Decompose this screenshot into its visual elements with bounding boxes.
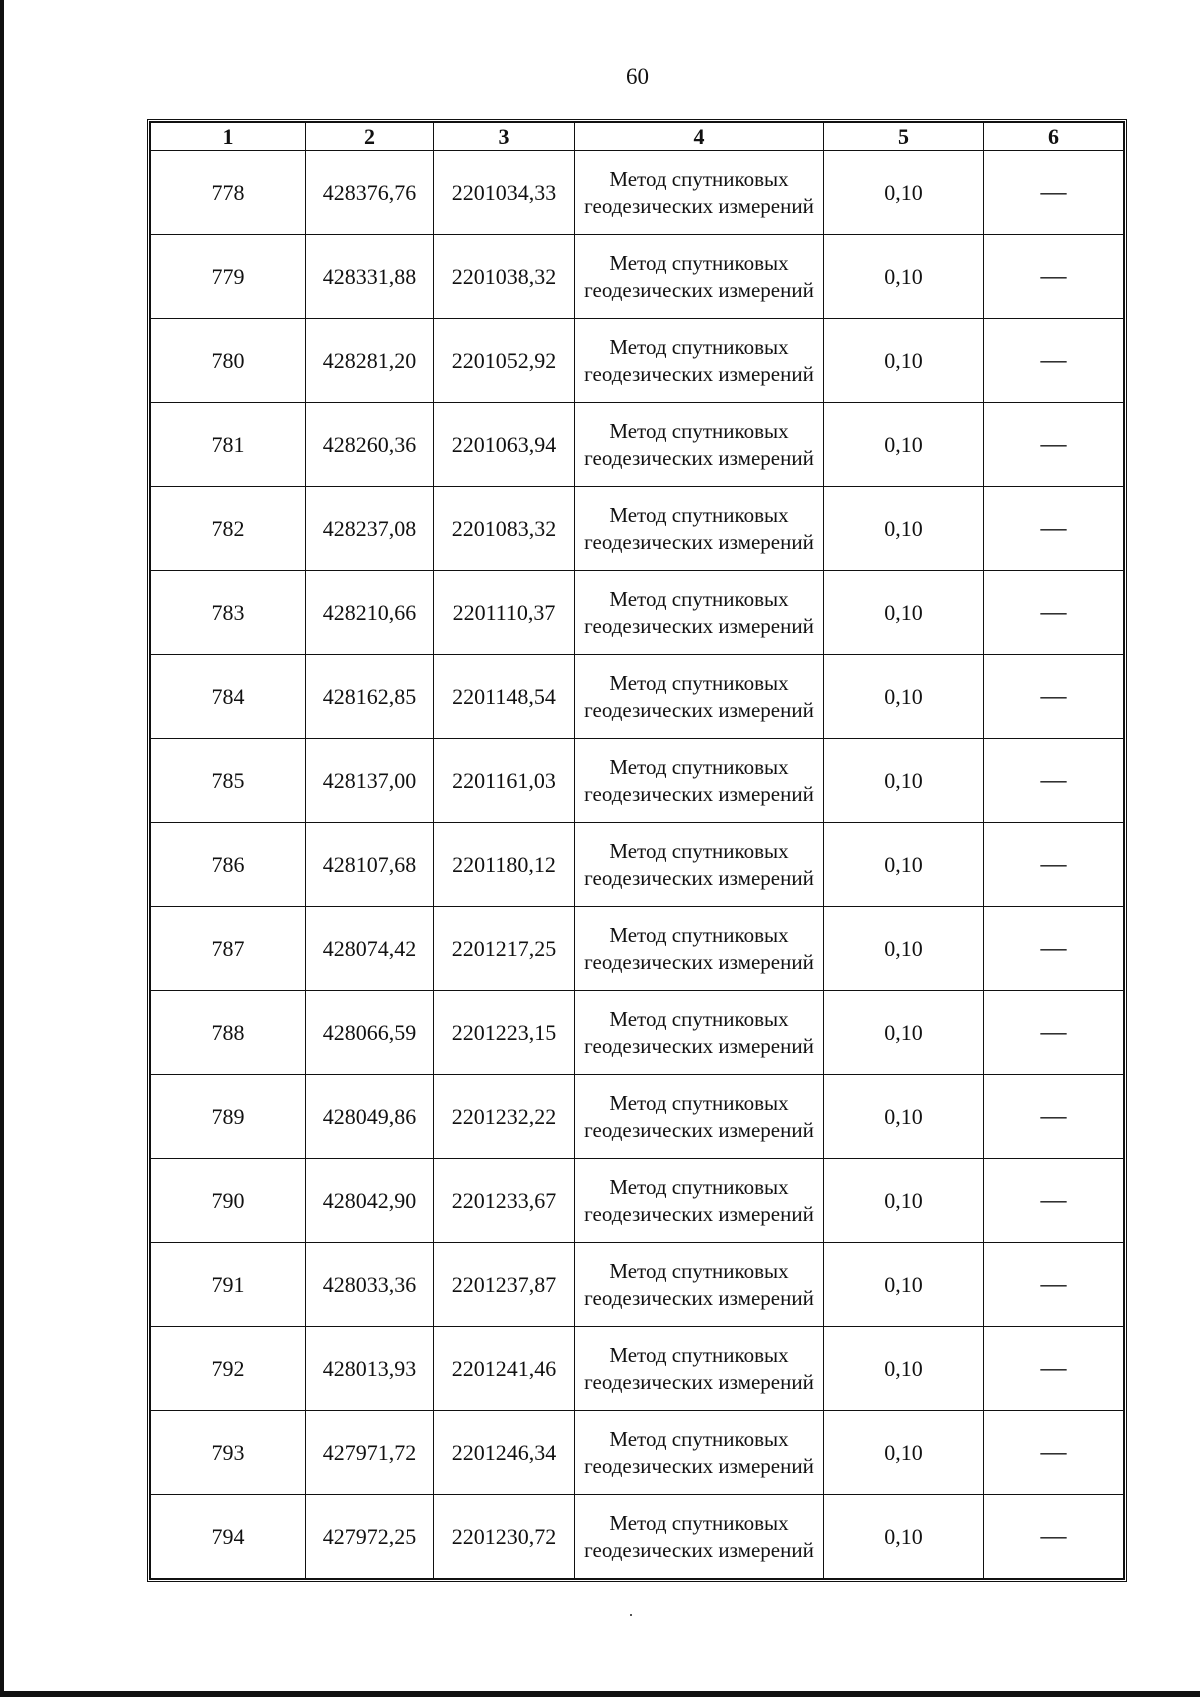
note-cell [984, 1075, 1124, 1159]
point-number-cell: 792 [151, 1327, 306, 1411]
coordinate-y-cell: 2201161,03 [434, 739, 575, 823]
scan-border-left [0, 0, 4, 1697]
note-cell [984, 403, 1124, 487]
note-cell [984, 823, 1124, 907]
coordinate-y-cell: 2201233,67 [434, 1159, 575, 1243]
accuracy-cell: 0,10 [824, 823, 984, 907]
coordinate-x-cell: 427972,25 [306, 1495, 434, 1579]
dash-mark: — [1040, 1521, 1067, 1550]
table-row [151, 1159, 1124, 1243]
note-cell [984, 1327, 1124, 1411]
point-number-cell: 782 [151, 487, 306, 571]
scan-speck [630, 1614, 632, 1616]
dash-mark: — [1040, 1185, 1067, 1214]
point-number-cell: 786 [151, 823, 306, 907]
table-row [151, 571, 1124, 655]
coordinate-y-cell: 2201237,87 [434, 1243, 575, 1327]
note-cell [984, 1411, 1124, 1495]
accuracy-cell: 0,10 [824, 1075, 984, 1159]
dash-mark: — [1040, 681, 1067, 710]
method-cell: Метод спутниковых геодезических измерений [575, 1243, 824, 1327]
method-cell: Метод спутниковых геодезических измерений [575, 487, 824, 571]
column-header-3: 3 [434, 123, 575, 151]
page-number: 60 [626, 64, 649, 89]
method-cell: Метод спутниковых геодезических измерений [575, 1075, 824, 1159]
method-cell: Метод спутниковых геодезических измерений [575, 571, 824, 655]
coordinate-x-cell: 428237,08 [306, 487, 434, 571]
coordinate-x-cell: 428260,36 [306, 403, 434, 487]
note-cell [984, 991, 1124, 1075]
column-header-5: 5 [824, 123, 984, 151]
table-row [151, 1075, 1124, 1159]
coordinate-y-cell: 2201180,12 [434, 823, 575, 907]
accuracy-cell: 0,10 [824, 571, 984, 655]
point-number-cell: 785 [151, 739, 306, 823]
column-header-4: 4 [575, 123, 824, 151]
method-cell: Метод спутниковых геодезических измерений [575, 1495, 824, 1579]
method-cell: Метод спутниковых геодезических измерений [575, 319, 824, 403]
note-cell [984, 655, 1124, 739]
method-cell: Метод спутниковых геодезических измерений [575, 1159, 824, 1243]
coordinate-y-cell: 2201241,46 [434, 1327, 575, 1411]
accuracy-cell: 0,10 [824, 991, 984, 1075]
accuracy-cell: 0,10 [824, 403, 984, 487]
method-cell: Метод спутниковых геодезических измерений [575, 907, 824, 991]
table-row [151, 319, 1124, 403]
coordinate-x-cell: 428013,93 [306, 1327, 434, 1411]
coordinate-y-cell: 2201038,32 [434, 235, 575, 319]
accuracy-cell: 0,10 [824, 1327, 984, 1411]
coordinate-y-cell: 2201148,54 [434, 655, 575, 739]
point-number-cell: 789 [151, 1075, 306, 1159]
note-cell [984, 487, 1124, 571]
table-body [151, 151, 1124, 1579]
accuracy-cell: 0,10 [824, 907, 984, 991]
coordinate-y-cell: 2201052,92 [434, 319, 575, 403]
coordinate-x-cell: 428376,76 [306, 151, 434, 235]
table-row [151, 1411, 1124, 1495]
coordinate-y-cell: 2201223,15 [434, 991, 575, 1075]
note-cell [984, 739, 1124, 823]
accuracy-cell: 0,10 [824, 319, 984, 403]
coordinate-x-cell: 427971,72 [306, 1411, 434, 1495]
coordinate-x-cell: 428066,59 [306, 991, 434, 1075]
coordinate-y-cell: 2201110,37 [434, 571, 575, 655]
scan-border-bottom [0, 1691, 1200, 1697]
table-row [151, 1243, 1124, 1327]
coordinate-x-cell: 428137,00 [306, 739, 434, 823]
dash-mark: — [1040, 177, 1067, 206]
table-row [151, 823, 1124, 907]
accuracy-cell: 0,10 [824, 739, 984, 823]
table-row [151, 907, 1124, 991]
dash-mark: — [1040, 765, 1067, 794]
coordinate-x-cell: 428210,66 [306, 571, 434, 655]
coordinates-table [150, 122, 1124, 1579]
dash-mark: — [1040, 261, 1067, 290]
note-cell [984, 907, 1124, 991]
point-number-cell: 794 [151, 1495, 306, 1579]
table-row [151, 1327, 1124, 1411]
method-cell: Метод спутниковых геодезических измерений [575, 1411, 824, 1495]
method-cell: Метод спутниковых геодезических измерений [575, 823, 824, 907]
coordinate-y-cell: 2201063,94 [434, 403, 575, 487]
dash-mark: — [1040, 1437, 1067, 1466]
dash-mark: — [1040, 1101, 1067, 1130]
note-cell [984, 1243, 1124, 1327]
coordinate-x-cell: 428281,20 [306, 319, 434, 403]
point-number-cell: 787 [151, 907, 306, 991]
coordinate-y-cell: 2201246,34 [434, 1411, 575, 1495]
coordinate-y-cell: 2201230,72 [434, 1495, 575, 1579]
dash-mark: — [1040, 849, 1067, 878]
dash-mark: — [1040, 933, 1067, 962]
note-cell [984, 571, 1124, 655]
accuracy-cell: 0,10 [824, 151, 984, 235]
coordinate-x-cell: 428331,88 [306, 235, 434, 319]
note-cell [984, 151, 1124, 235]
coordinate-x-cell: 428074,42 [306, 907, 434, 991]
table-row [151, 151, 1124, 235]
coordinate-y-cell: 2201083,32 [434, 487, 575, 571]
method-cell: Метод спутниковых геодезических измерений [575, 403, 824, 487]
dash-mark: — [1040, 345, 1067, 374]
dash-mark: — [1040, 513, 1067, 542]
point-number-cell: 788 [151, 991, 306, 1075]
point-number-cell: 783 [151, 571, 306, 655]
table-row [151, 655, 1124, 739]
method-cell: Метод спутниковых геодезических измерений [575, 655, 824, 739]
table-header-row [151, 123, 1124, 151]
table-row [151, 235, 1124, 319]
method-cell: Метод спутниковых геодезических измерений [575, 991, 824, 1075]
accuracy-cell: 0,10 [824, 235, 984, 319]
method-cell: Метод спутниковых геодезических измерений [575, 1327, 824, 1411]
coordinates-table-frame [147, 119, 1127, 1582]
accuracy-cell: 0,10 [824, 1243, 984, 1327]
point-number-cell: 793 [151, 1411, 306, 1495]
dash-mark: — [1040, 429, 1067, 458]
note-cell [984, 319, 1124, 403]
point-number-cell: 791 [151, 1243, 306, 1327]
table-row [151, 991, 1124, 1075]
column-header-2: 2 [306, 123, 434, 151]
dash-mark: — [1040, 1353, 1067, 1382]
point-number-cell: 779 [151, 235, 306, 319]
coordinate-x-cell: 428042,90 [306, 1159, 434, 1243]
table-row [151, 739, 1124, 823]
note-cell [984, 1495, 1124, 1579]
point-number-cell: 780 [151, 319, 306, 403]
dash-mark: — [1040, 1017, 1067, 1046]
table-row [151, 403, 1124, 487]
dash-mark: — [1040, 597, 1067, 626]
point-number-cell: 790 [151, 1159, 306, 1243]
method-cell: Метод спутниковых геодезических измерений [575, 739, 824, 823]
accuracy-cell: 0,10 [824, 1159, 984, 1243]
column-header-6: 6 [984, 123, 1124, 151]
method-cell: Метод спутниковых геодезических измерений [575, 151, 824, 235]
coordinate-y-cell: 2201217,25 [434, 907, 575, 991]
table-row [151, 1495, 1124, 1579]
note-cell [984, 235, 1124, 319]
coordinate-x-cell: 428033,36 [306, 1243, 434, 1327]
coordinate-x-cell: 428107,68 [306, 823, 434, 907]
point-number-cell: 784 [151, 655, 306, 739]
coordinate-x-cell: 428049,86 [306, 1075, 434, 1159]
table-row [151, 487, 1124, 571]
point-number-cell: 778 [151, 151, 306, 235]
accuracy-cell: 0,10 [824, 487, 984, 571]
accuracy-cell: 0,10 [824, 655, 984, 739]
coordinate-y-cell: 2201034,33 [434, 151, 575, 235]
accuracy-cell: 0,10 [824, 1495, 984, 1579]
column-header-1: 1 [151, 123, 306, 151]
note-cell [984, 1159, 1124, 1243]
accuracy-cell: 0,10 [824, 1411, 984, 1495]
coordinate-y-cell: 2201232,22 [434, 1075, 575, 1159]
dash-mark: — [1040, 1269, 1067, 1298]
coordinate-x-cell: 428162,85 [306, 655, 434, 739]
point-number-cell: 781 [151, 403, 306, 487]
method-cell: Метод спутниковых геодезических измерений [575, 235, 824, 319]
